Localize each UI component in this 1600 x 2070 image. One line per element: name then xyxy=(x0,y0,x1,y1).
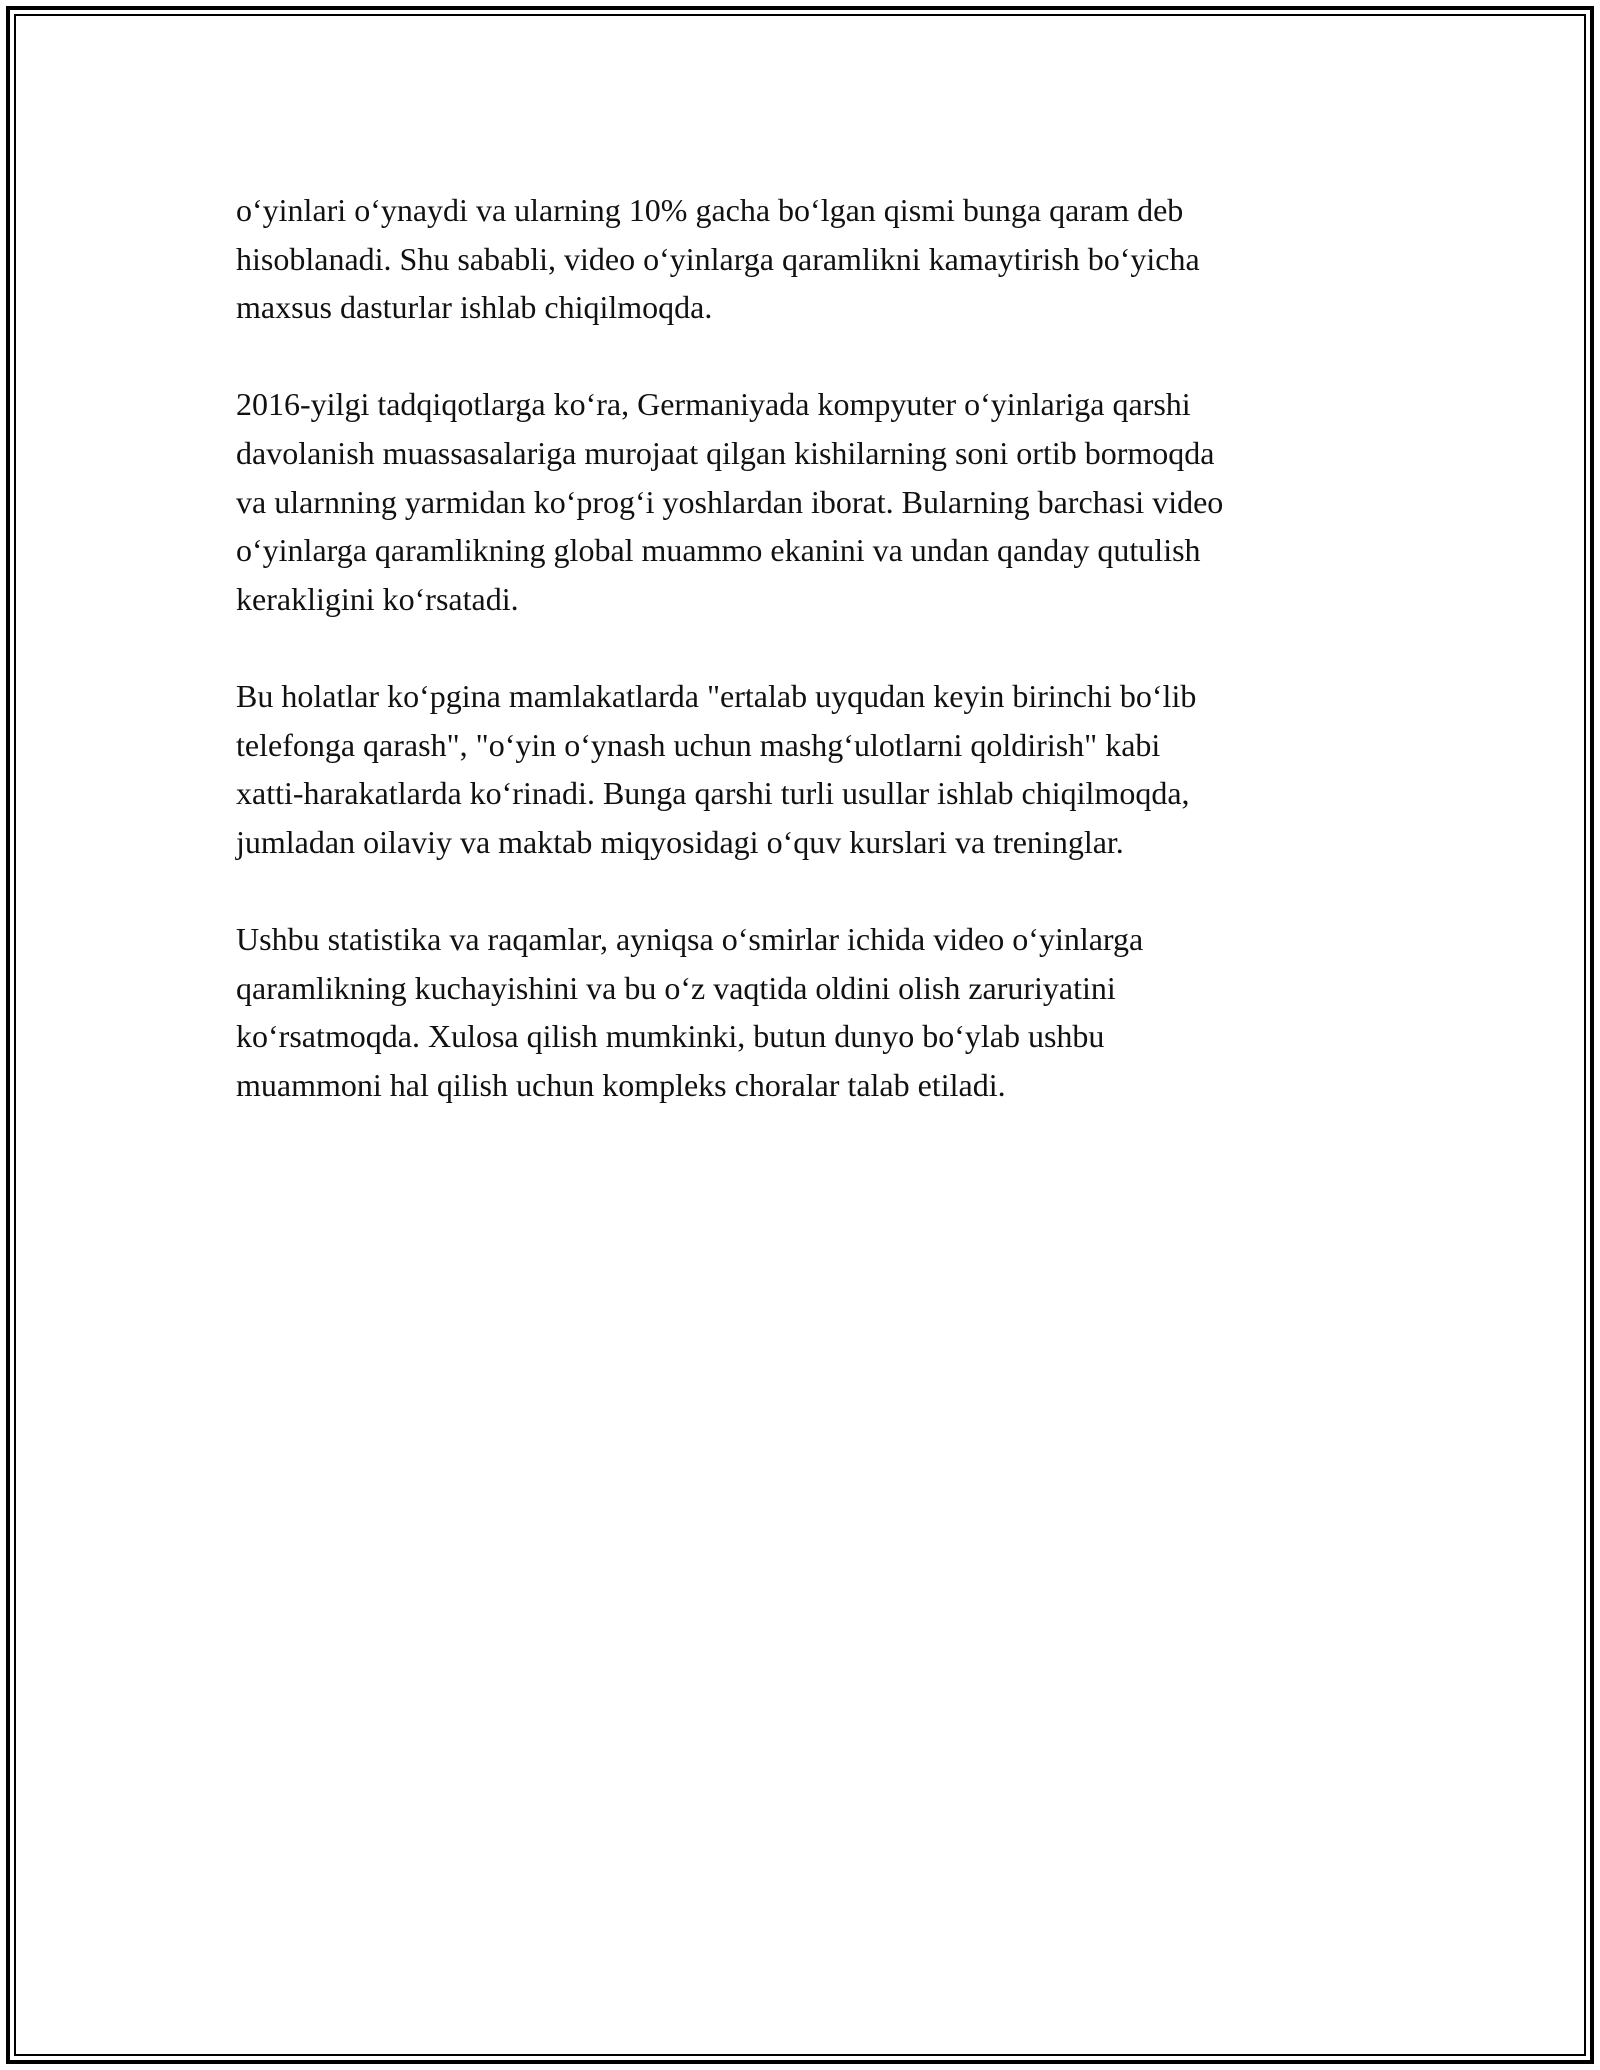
paragraph-2: 2016-yilgi tadqiqotlarga ko‘ra, Germaniyada kompyuter o‘yinlariga qarshi davolanish muassasalariga murojaat qilgan kishilarning soni ortib bormoqda va ularnning yarmidan ko‘prog‘i yoshlardan iborat. Bularning barchasi video o‘yinlarga qaramlikning global muammo ekanini va undan qanday qutulish kerakligini ko‘rsatadi. xyxy=(236,386,1224,617)
paragraph-1: o‘yinlari o‘ynaydi va ularning 10% gacha bo‘lgan qismi bunga qaram deb hisoblanadi. Shu sababli, video o‘yinlarga qaramlikni kamaytirish bo‘yicha maxsus dasturlar ishlab chiqilmoqda. xyxy=(236,192,1200,326)
paragraph-3: Bu holatlar ko‘pgina mamlakatlarda "ertalab uyqudan keyin birinchi bo‘lib telefonga qarash", "o‘yin o‘ynash uchun mashg‘ulotlarni qoldirish" kabi xatti-harakatlarda ko‘rinadi. Bunga qarshi turli usullar ishlab chiqilmoqda, jumladan oilaviy va maktab miqyosidagi o‘quv kurslari va treninglar. xyxy=(236,677,1197,860)
document-body xyxy=(236,186,1376,1158)
paragraph-4: Ushbu statistika va raqamlar, ayniqsa o‘smirlar ichida video o‘yinlarga qaramlikning kuchayishini va bu o‘z vaqtida oldini olish zaruriyatini ko‘rsatmoqda. Xulosa qilish mumkinki, butun dunyo bo‘ylab ushbu muammoni hal qilish uchun kompleks choralar talab etiladi. xyxy=(236,920,1144,1103)
